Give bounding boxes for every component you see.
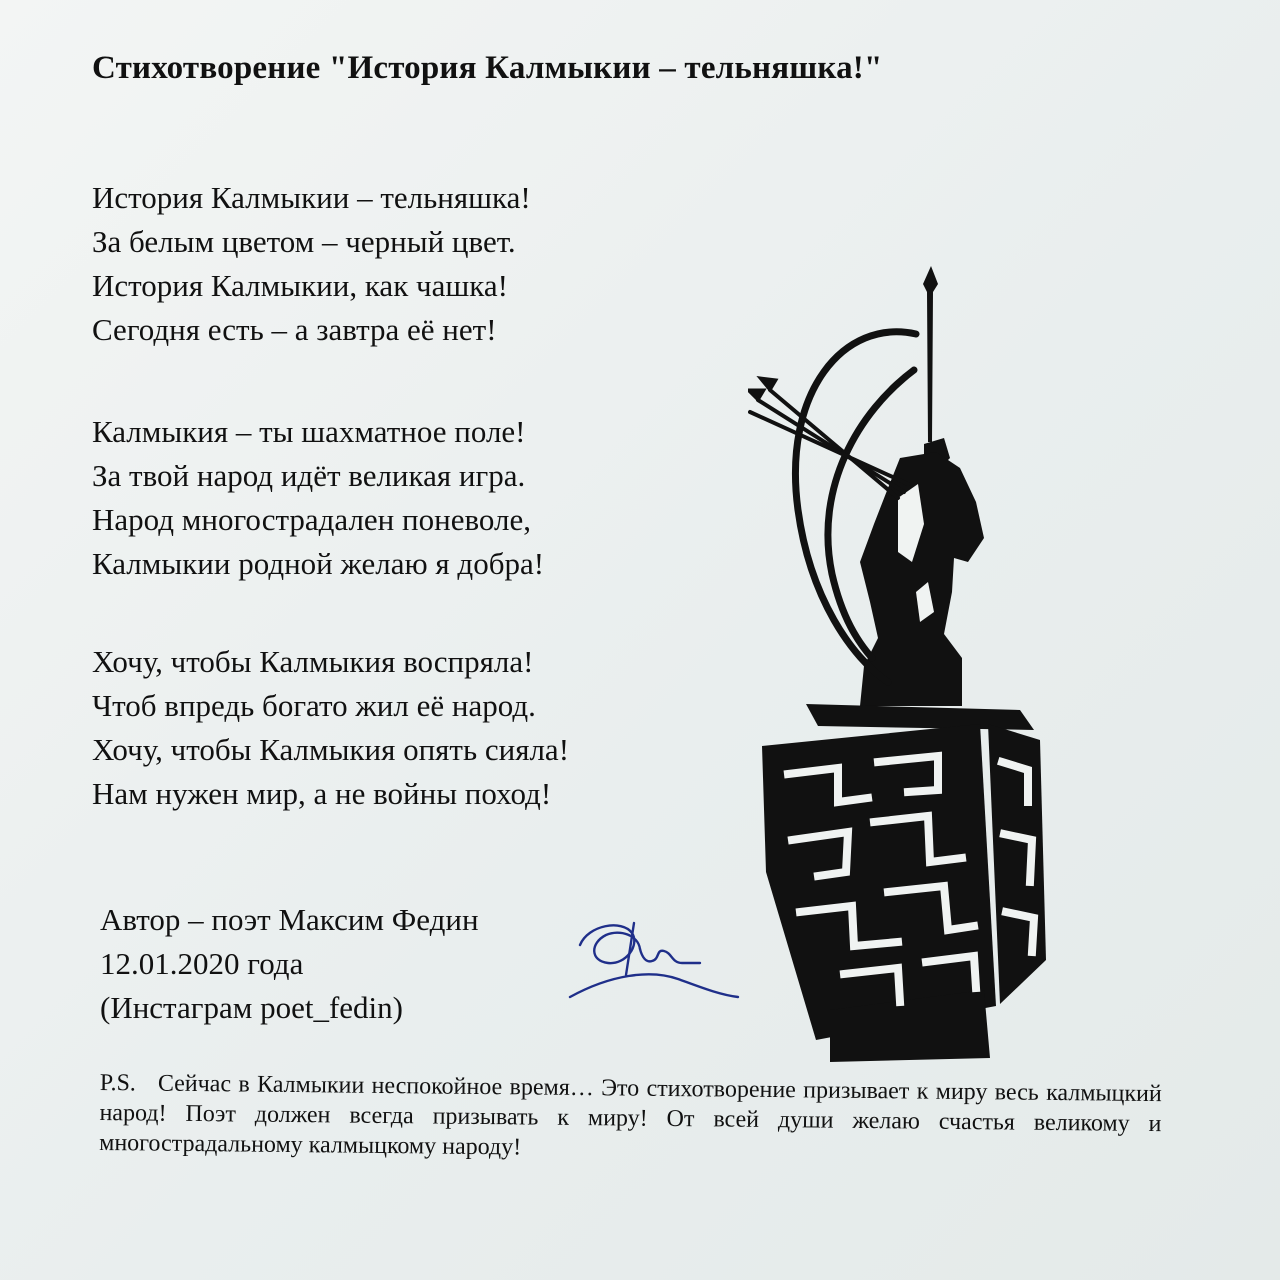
poem-line: История Калмыкии – тельняшка! (92, 180, 531, 215)
poem-line: Чтоб впредь богато жил её народ. (92, 688, 536, 723)
poem-line: Хочу, чтобы Калмыкия воспряла! (92, 644, 534, 679)
author-block (100, 898, 479, 1030)
stanza-3 (92, 640, 569, 816)
poem-line: За белым цветом – черный цвет. (92, 224, 516, 259)
author-name: Автор – поэт Максим Федин (100, 902, 479, 937)
postscript (99, 1068, 1162, 1169)
poem-line: За твой народ идёт великая игра. (92, 458, 526, 493)
poem-title: Стихотворение "История Калмыкии – тельняшка!" (92, 50, 883, 86)
poem-line: Нам нужен мир, а не войны поход! (92, 776, 552, 811)
author-date: 12.01.2020 года (100, 946, 304, 981)
poem-line: Народ многострадален поневоле, (92, 502, 531, 537)
poem-line: Хочу, чтобы Калмыкия опять сияла! (92, 732, 570, 767)
postscript-text: Сейчас в Калмыкии неспокойное время… Это стихотворение призывает к миру весь калмыцкий народ! Поэт должен всегда призывать к миру! От всей души желаю счастья великому и многострадальному калмыцкому народу! (99, 1070, 1162, 1161)
author-instagram: (Инстаграм poet_fedin) (100, 990, 403, 1025)
stanza-2 (92, 410, 544, 586)
stanza-1 (92, 176, 531, 352)
poem-line: Сегодня есть – а завтра её нет! (92, 312, 497, 347)
signature-icon (560, 905, 750, 1015)
poem-line: Калмыкия – ты шахматное поле! (92, 414, 526, 449)
poem-line: История Калмыкии, как чашка! (92, 268, 508, 303)
postscript-label: P.S. (99, 1069, 137, 1097)
archer-monument-icon (748, 262, 1068, 1062)
poem-line: Калмыкии родной желаю я добра! (92, 546, 545, 581)
